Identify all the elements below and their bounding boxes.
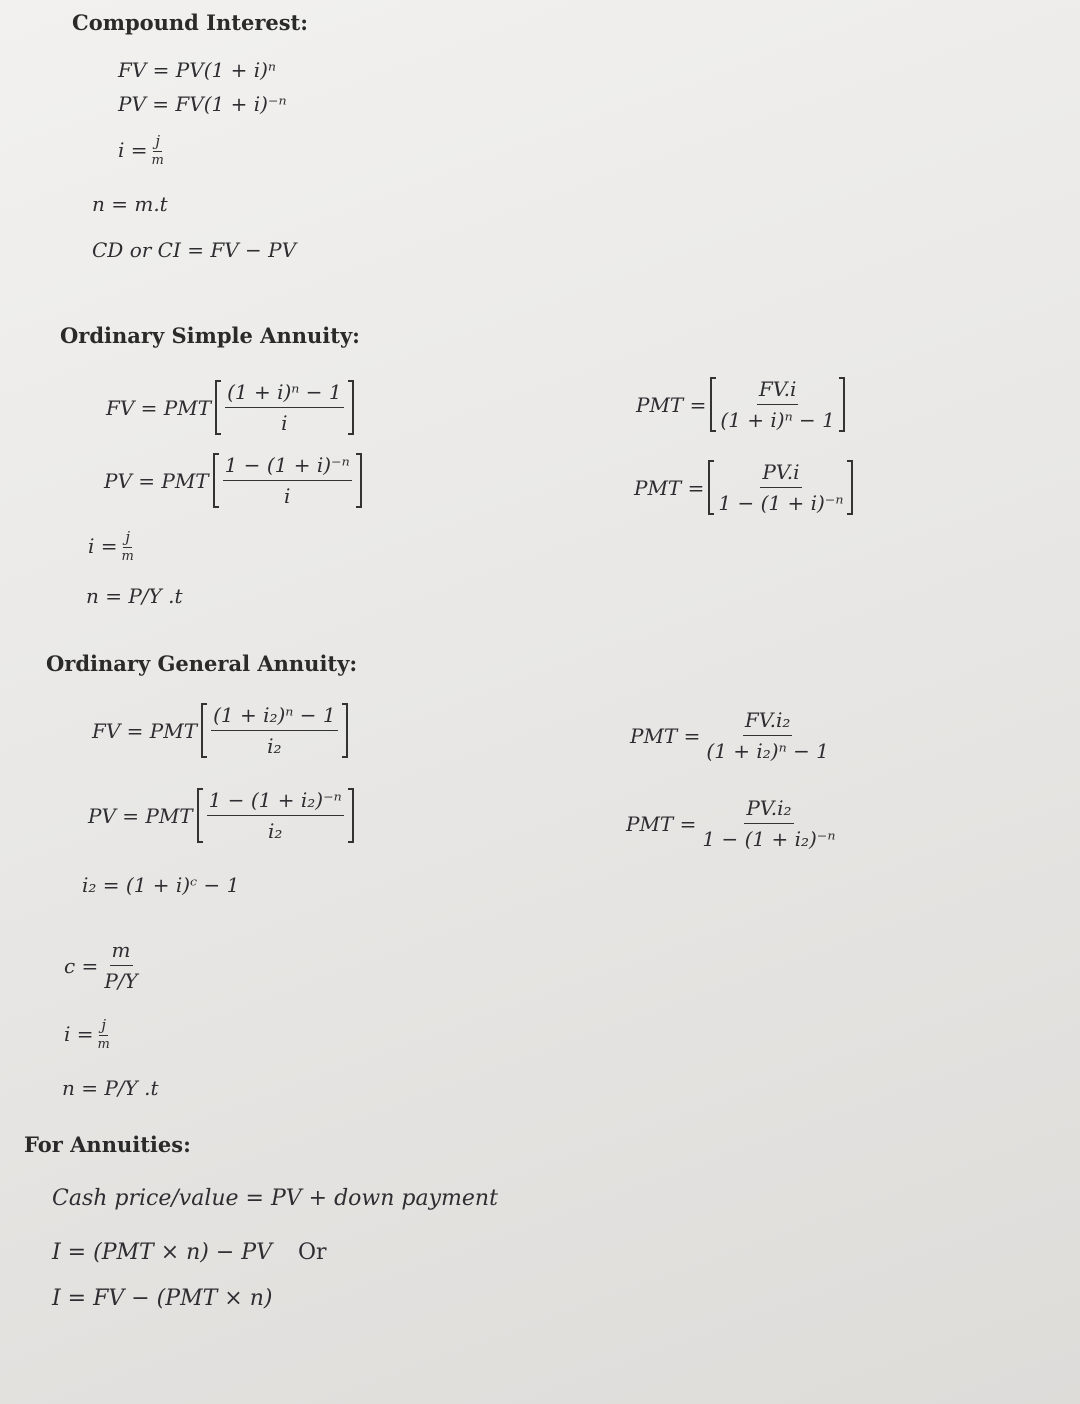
general-fv-denominator: i₂ [267,734,282,758]
simple-pmt-pv-formula [634,460,853,515]
general-pmt-fv-numerator: FV.i₂ [743,708,793,736]
compound-i-lhs: i = [118,138,148,162]
interest-formula-1-text: I = (PMT × n) − PV [52,1240,272,1265]
general-pmt-pv-numerator: PV.i₂ [744,796,793,824]
general-fv-fraction [201,703,348,758]
general-i-fraction [98,1016,110,1052]
simple-pv-fraction [213,453,362,508]
compound-cd-formula: CD or CI = FV − PV [92,238,297,262]
simple-pv-formula [104,453,362,508]
general-pv-fraction [197,788,354,843]
general-pv-numerator: 1 − (1 + i₂)⁻ⁿ [207,788,344,816]
for-annuities-heading: For Annuities: [24,1132,191,1157]
general-c-numerator: m [110,938,133,966]
simple-pv-numerator: 1 − (1 + i)⁻ⁿ [223,453,352,481]
general-c-lhs: c = [64,953,99,978]
simple-n-formula: n = P/Y .t [86,584,183,608]
general-c-denominator: P/Y [104,969,138,993]
simple-pv-lhs: PV = PMT [104,468,209,493]
simple-pmt-pv-numerator: PV.i [760,460,801,488]
compound-i-numerator: j [155,132,160,150]
simple-pv-denominator: i [283,484,291,508]
general-pmt-fv-formula [630,708,829,763]
simple-i-numerator: j [125,528,130,546]
simple-fv-numerator: (1 + i)ⁿ − 1 [225,380,344,408]
general-n-formula: n = P/Y .t [62,1076,159,1100]
simple-i-fraction [122,528,134,564]
general-i-lhs: i = [64,1022,94,1046]
simple-pmt-pv-denominator: 1 − (1 + i)⁻ⁿ [718,491,844,515]
general-fv-lhs: FV = PMT [92,718,198,743]
simple-pmt-pv-fraction [708,460,853,515]
general-pmt-fv-denominator: (1 + i₂)ⁿ − 1 [706,739,829,763]
general-c-formula [64,938,138,993]
simple-annuity-heading: Ordinary Simple Annuity: [60,323,360,348]
general-pmt-fv-fraction [706,708,829,763]
cash-price-formula: Cash price/value = PV + down payment [52,1186,498,1211]
simple-fv-denominator: i [281,411,288,435]
simple-fv-fraction [215,380,354,435]
interest-formula-1 [52,1240,327,1265]
compound-i-denominator: m [151,153,164,168]
general-i-denominator: m [97,1037,110,1052]
general-fv-numerator: (1 + i₂)ⁿ − 1 [211,703,338,731]
simple-pmt-fv-fraction [710,377,845,432]
general-annuity-heading: Ordinary General Annuity: [46,651,358,676]
general-pmt-fv-lhs: PMT = [630,723,701,748]
general-pmt-pv-denominator: 1 − (1 + i₂)⁻ⁿ [702,827,836,851]
simple-pmt-pv-lhs: PMT = [634,475,705,500]
simple-i-denominator: m [121,549,134,564]
simple-pmt-fv-lhs: PMT = [636,392,707,417]
simple-fv-lhs: FV = PMT [106,395,212,420]
general-pv-lhs: PV = PMT [88,803,193,828]
simple-fv-formula [106,380,354,435]
or-label: Or [297,1240,327,1265]
simple-i-lhs: i = [88,534,118,558]
compound-interest-heading: Compound Interest: [72,10,309,35]
general-pmt-pv-fraction [702,796,835,851]
simple-pmt-fv-formula [636,377,845,432]
general-i2-formula: i₂ = (1 + i)ᶜ − 1 [82,873,240,897]
compound-pv-formula: PV = FV(1 + i)⁻ⁿ [118,92,287,116]
general-i-formula [64,1016,110,1052]
general-pmt-pv-lhs: PMT = [626,811,697,836]
simple-pmt-fv-numerator: FV.i [757,377,799,405]
interest-formula-2: I = FV − (PMT × n) [52,1286,273,1311]
compound-fv-formula: FV = PV(1 + i)ⁿ [118,58,276,82]
simple-i-formula [88,528,134,564]
compound-i-formula [118,132,164,168]
general-pmt-pv-formula [626,796,835,851]
general-i-numerator: j [101,1016,106,1034]
compound-n-formula: n = m.t [92,192,168,216]
general-pv-denominator: i₂ [267,819,283,843]
compound-i-fraction [152,132,164,168]
general-pv-formula [88,788,354,843]
general-fv-formula [92,703,348,758]
simple-pmt-fv-denominator: (1 + i)ⁿ − 1 [720,408,835,432]
general-c-fraction [104,938,137,993]
